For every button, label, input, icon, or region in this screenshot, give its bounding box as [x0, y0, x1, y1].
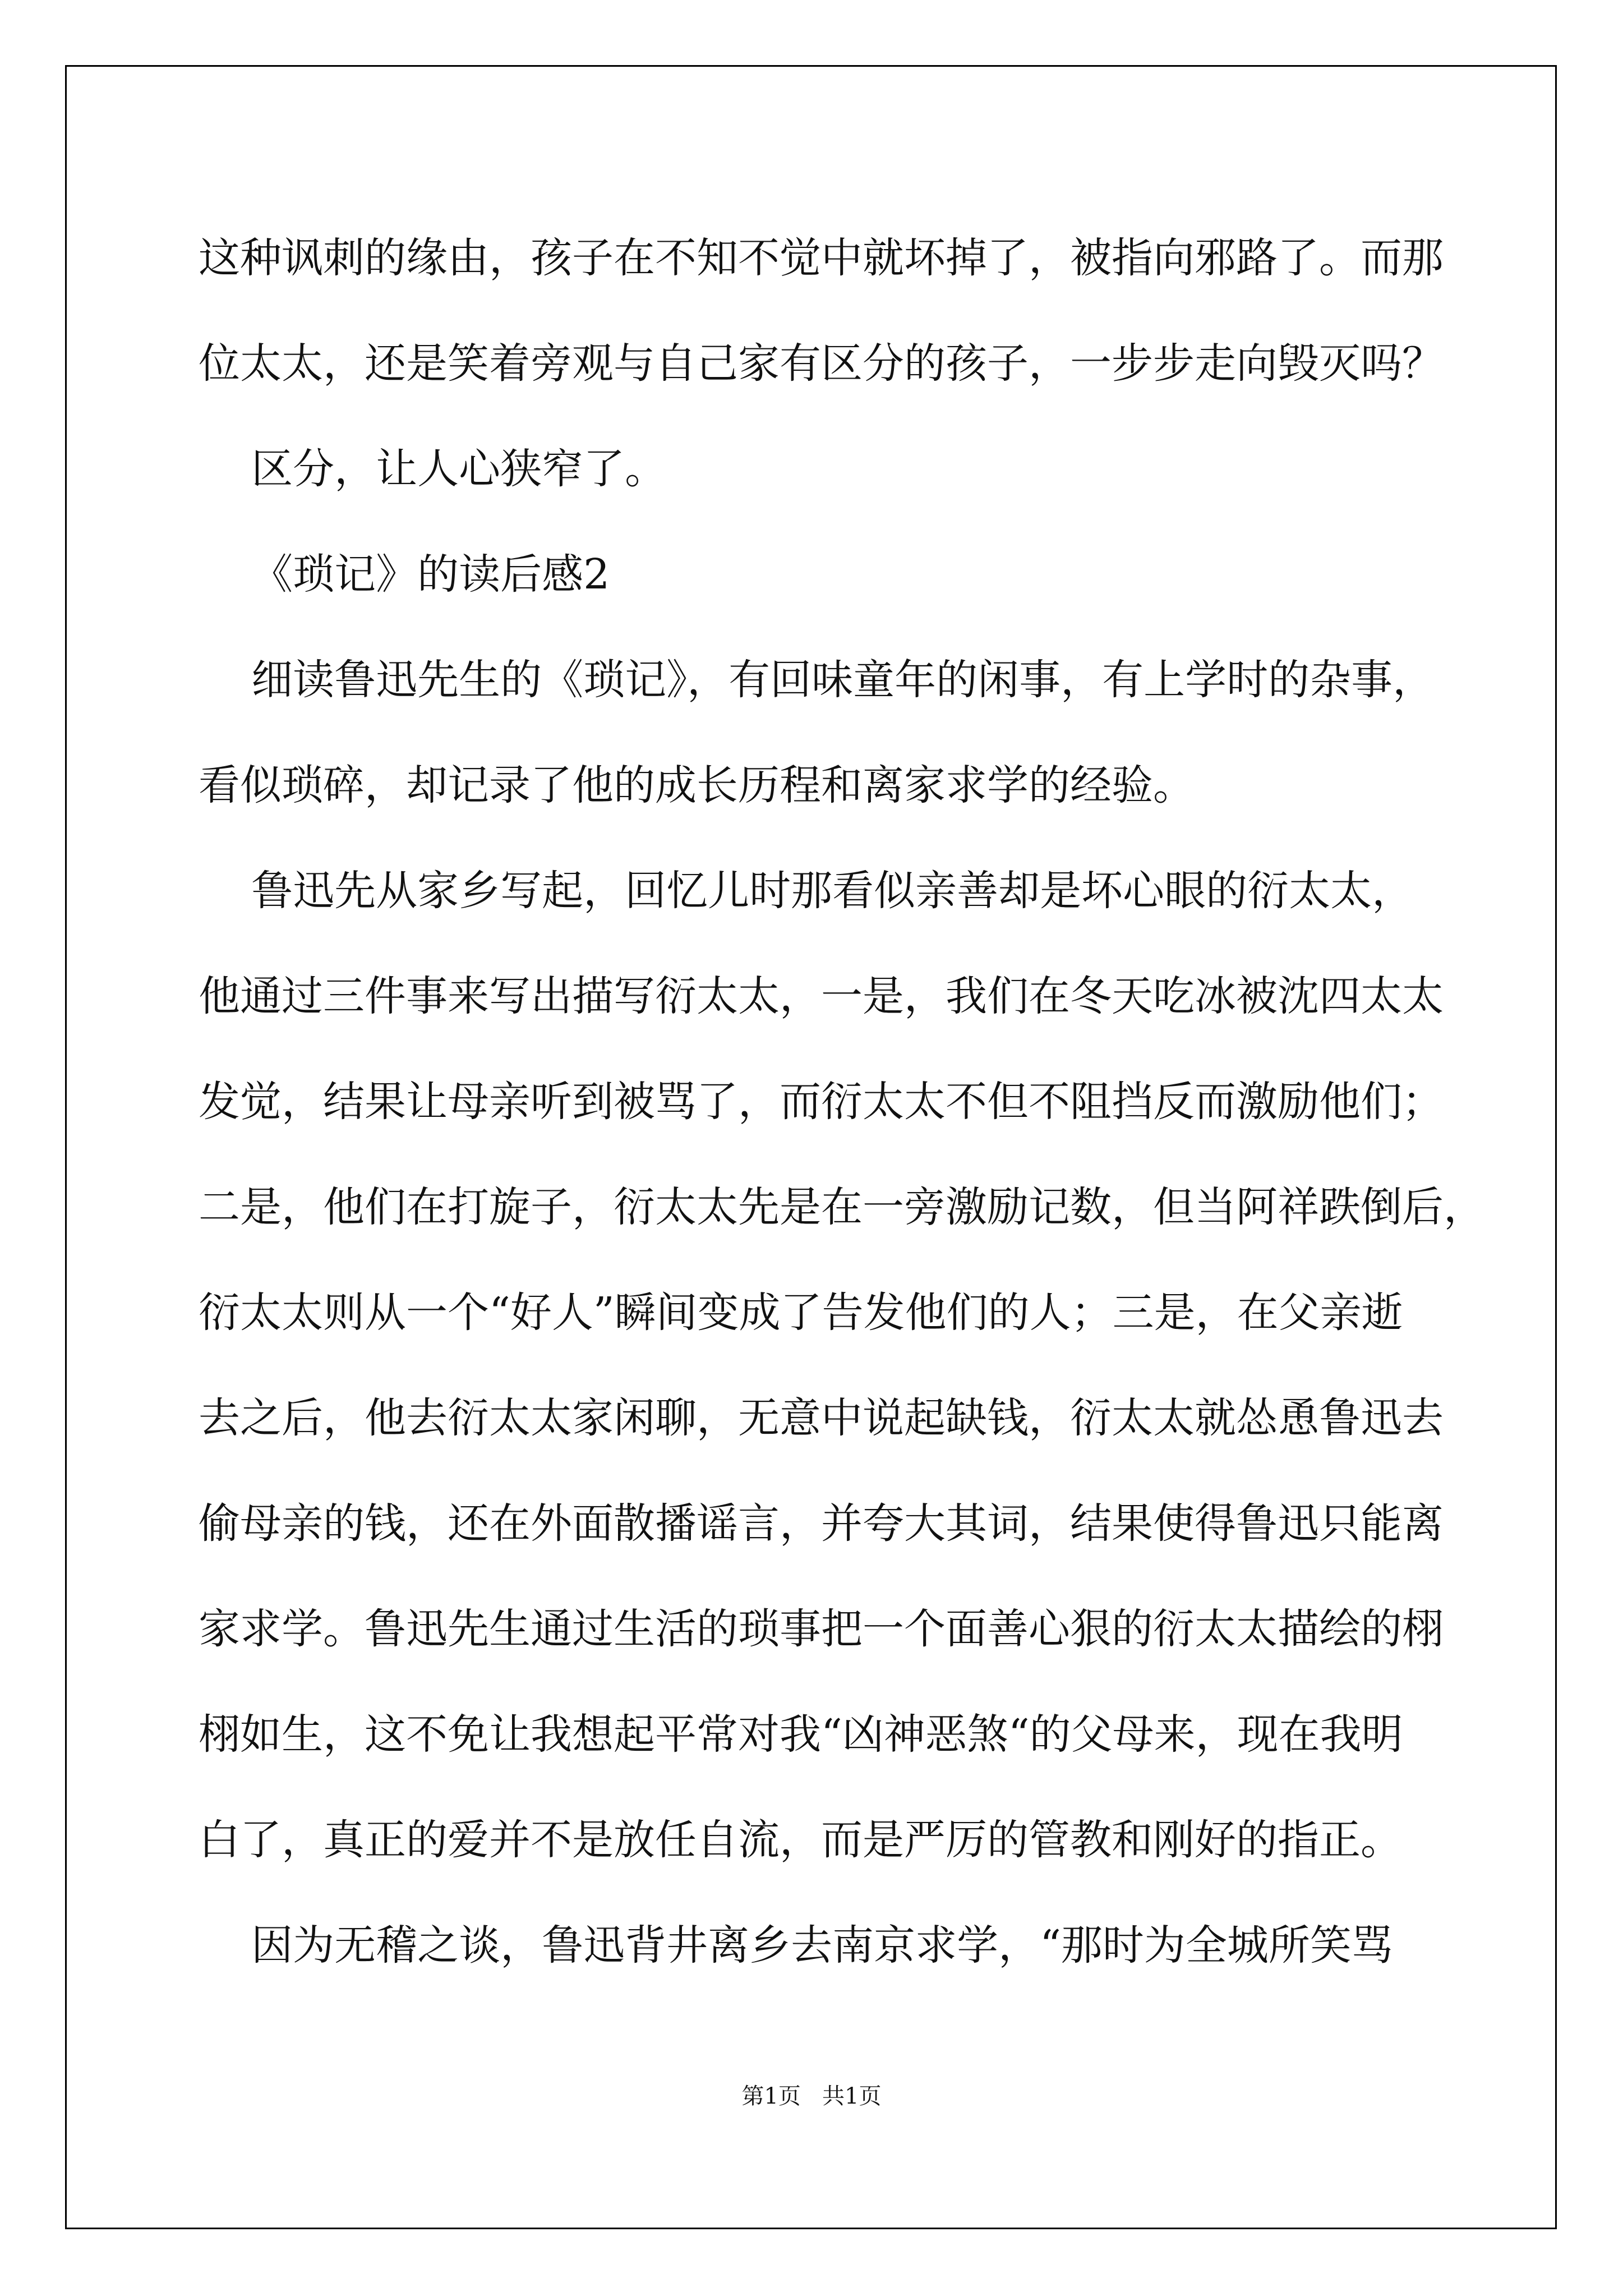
text-line: 他通过三件事来写出描写衍太太，一是，我们在冬天吃冰被沈四太太 — [199, 972, 1444, 1020]
text-line: 细读鲁迅先生的《琐记》，有回味童年的闲事，有上学时的杂事， — [199, 656, 1435, 704]
text-line: 位太太，还是笑着旁观与自己家有区分的孩子，一步步走向毁灭吗？ — [199, 339, 1444, 388]
document-body — [199, 205, 1485, 1998]
page-footer: 第1页 共1页 — [741, 2083, 882, 2109]
text-line: 看似琐碎，却记录了他的成长历程和离家求学的经验。 — [199, 761, 1195, 809]
text-line: 偷母亲的钱，还在外面散播谣言，并夸大其词，结果使得鲁迅只能离 — [199, 1499, 1444, 1548]
text-line: 这种讽刺的缘由，孩子在不知不觉中就坏掉了，被指向邪路了。而那 — [199, 234, 1444, 282]
text-line: 白了，真正的爱并不是放任自流，而是严厉的管教和刚好的指正。 — [199, 1816, 1402, 1864]
text-line: 发觉，结果让母亲听到被骂了，而衍太太不但不阻挡反而激励他们； — [199, 1078, 1444, 1126]
text-line: 区分，让人心狭窄了。 — [199, 445, 667, 493]
text-line: 衍太太则从一个“好人”瞬间变成了告发他们的人；三是，在父亲逝 — [199, 1289, 1403, 1337]
text-line: 栩如生，这不免让我想起平常对我“凶神恶煞“的父母来，现在我明 — [199, 1710, 1403, 1759]
text-line: 二是，他们在打旋子，衍太太先是在一旁激励记数，但当阿祥跌倒后， — [199, 1183, 1485, 1231]
section-heading: 《琐记》的读后感2 — [199, 550, 610, 599]
text-line: 家求学。鲁迅先生通过生活的琐事把一个面善心狠的衍太太描绘的栩 — [199, 1605, 1444, 1653]
text-line: 鲁迅先从家乡写起，回忆儿时那看似亲善却是坏心眼的衍太太， — [199, 867, 1414, 915]
text-line: 因为无稽之谈，鲁迅背井离乡去南京求学，“那时为全城所笑骂 — [199, 1921, 1393, 1970]
text-line: 去之后，他去衍太太家闲聊，无意中说起缺钱，衍太太就怂恿鲁迅去 — [199, 1394, 1444, 1442]
